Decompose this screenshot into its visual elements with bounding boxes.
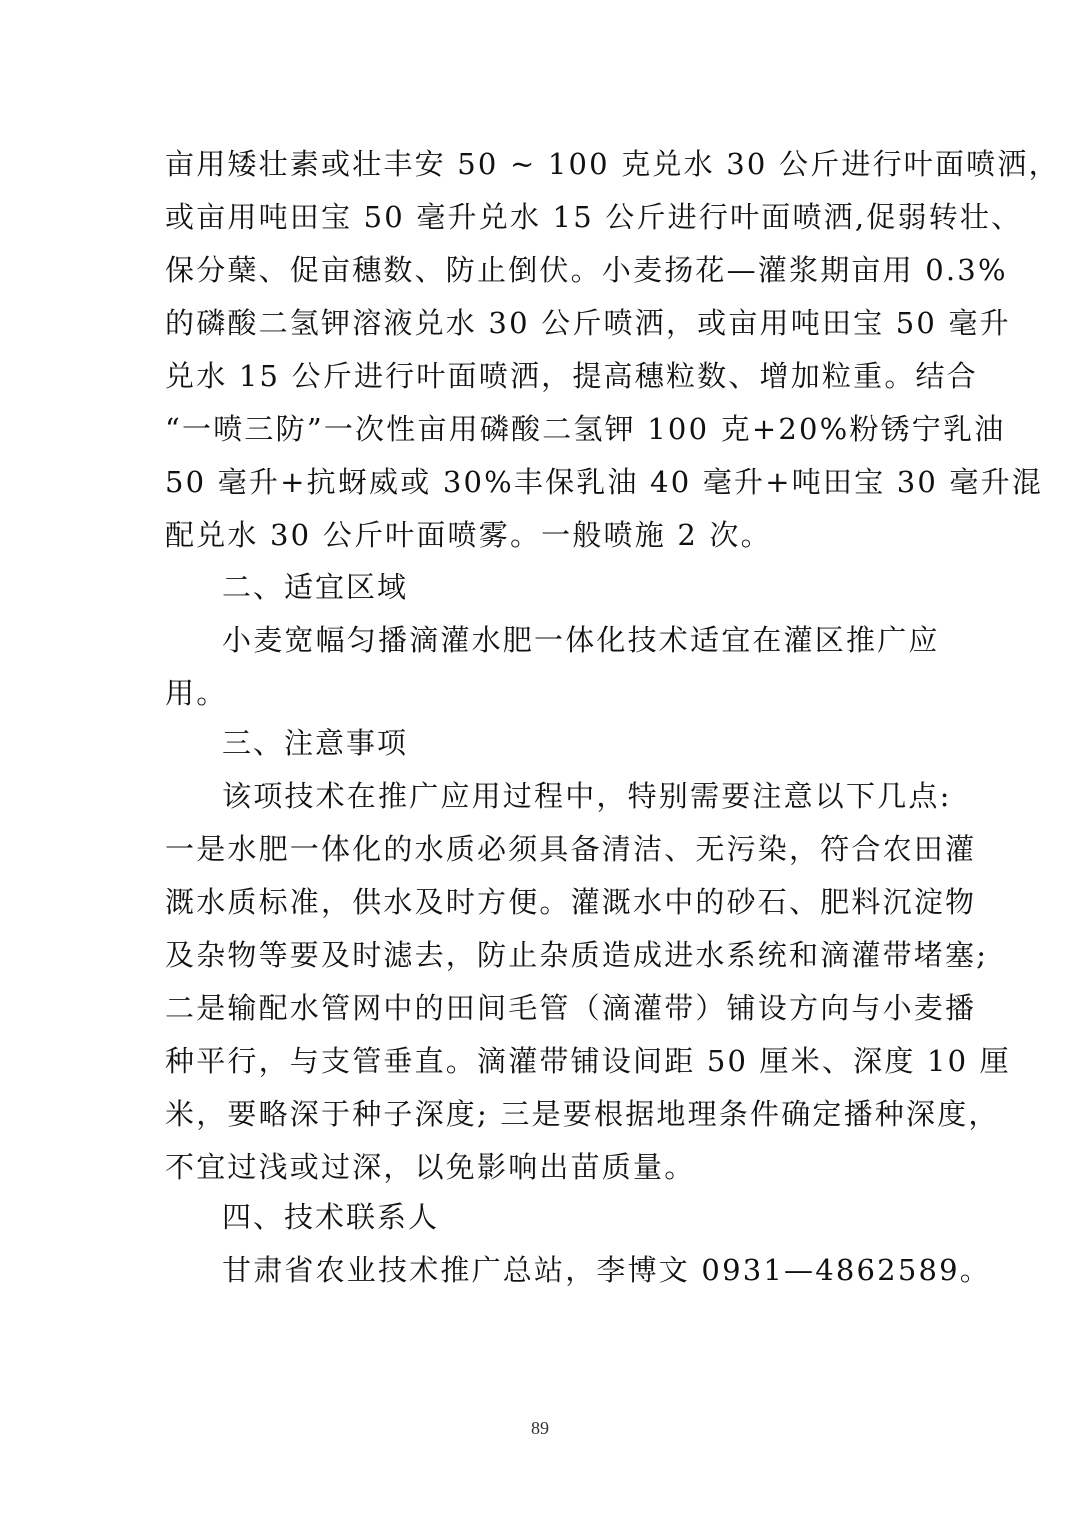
body-line: 或亩用吨田宝 50 毫升兑水 15 公斤进行叶面喷洒,促弱转壮、 <box>165 200 1023 234</box>
body-line: 配兑水 30 公斤叶面喷雾。一般喷施 2 次。 <box>165 518 772 552</box>
body-line: 兑水 15 公斤进行叶面喷洒，提高穗粒数、增加粒重。结合 <box>165 359 978 393</box>
body-line: 亩用矮壮素或壮丰安 50 ~ 100 克兑水 30 公斤进行叶面喷洒， <box>165 147 1060 181</box>
body-line: 一是水肥一体化的水质必须具备清洁、无污染，符合农田灌 <box>165 832 977 866</box>
body-line: 溉水质标准，供水及时方便。灌溉水中的砂石、肥料沉淀物 <box>165 885 977 919</box>
section-heading: 二、适宜区域 <box>222 570 409 604</box>
body-line: 不宜过浅或过深，以免影响出苗质量。 <box>165 1150 696 1184</box>
page-number: 89 <box>531 1418 549 1438</box>
section-heading: 四、技术联系人 <box>222 1200 440 1234</box>
body-line: 及杂物等要及时滤去，防止杂质造成进水系统和滴灌带堵塞; <box>165 938 989 972</box>
section-heading: 三、注意事项 <box>222 726 409 760</box>
body-line: “一喷三防”一次性亩用磷酸二氢钾 100 克+20%粉锈宁乳油 <box>165 412 1006 446</box>
contact-line: 甘肃省农业技术推广总站，李博文 0931—4862589。 <box>222 1253 991 1287</box>
body-line: 米，要略深于种子深度; 三是要根据地理条件确定播种深度， <box>165 1097 1000 1131</box>
body-line: 的磷酸二氢钾溶液兑水 30 公斤喷洒，或亩用吨田宝 50 毫升 <box>165 306 1011 340</box>
body-line: 用。 <box>165 676 228 710</box>
body-line: 50 毫升+抗蚜威或 30%丰保乳油 40 毫升+吨田宝 30 毫升混 <box>165 465 1044 499</box>
body-line: 小麦宽幅匀播滴灌水肥一体化技术适宜在灌区推广应 <box>222 623 940 657</box>
body-line: 该项技术在推广应用过程中，特别需要注意以下几点: <box>222 779 952 813</box>
body-line: 种平行，与支管垂直。滴灌带铺设间距 50 厘米、深度 10 厘 <box>165 1044 1011 1078</box>
body-line: 保分蘖、促亩穗数、防止倒伏。小麦扬花—灌浆期亩用 0.3% <box>165 253 1008 287</box>
body-line: 二是输配水管网中的田间毛管（滴灌带）铺设方向与小麦播 <box>165 991 977 1025</box>
